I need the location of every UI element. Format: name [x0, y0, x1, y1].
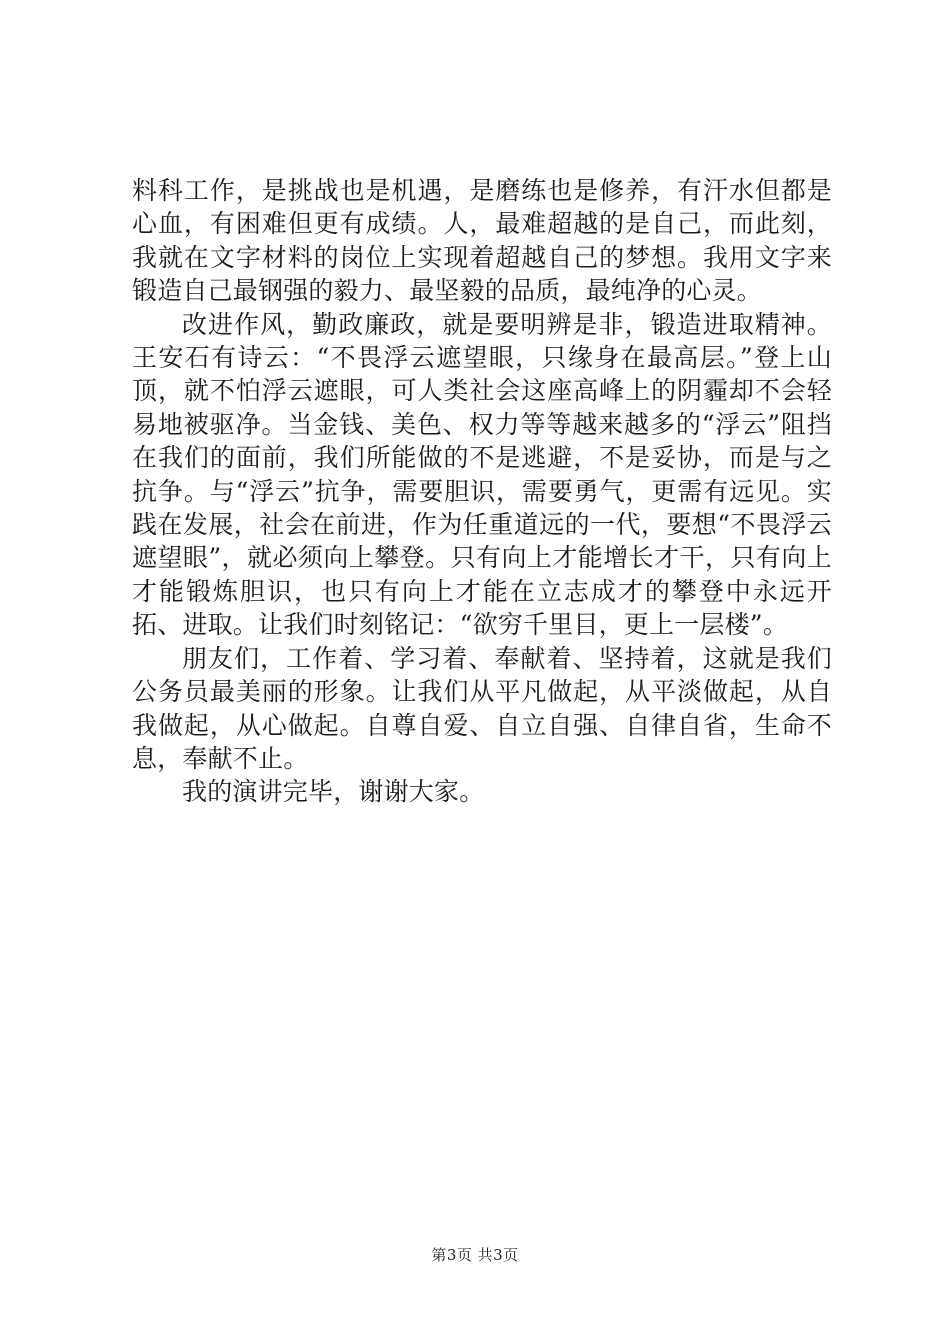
paragraph-friends: 朋友们，工作着、学习着、奉献着、坚持着，这就是我们公务员最美丽的形象。让我们从平凡做起，从平淡做起，从自我做起，从心做起。自尊自爱、自立自强、自律自省，生命不息，奉献不止。: [132, 643, 832, 773]
paragraph-improve-style: 改进作风，勤政廉政，就是要明辨是非，锻造进取精神。王安石有诗云：“不畏浮云遮望眼，只缘身在最高层。”登上山顶，就不怕浮云遮眼，可人类社会这座高峰上的阴霾却不会轻易地被驱净。当金钱、美色、权力等等越来越多的“浮云”阻挡在我们的面前，我们所能做的不是逃避，不是妥协，而是与之抗争。与“浮云”抗争，需要胆识，需要勇气，更需有远见。实践在发展，社会在前进，作为任重道远的一代，要想“不畏浮云遮望眼”，就必须向上攀登。只有向上才能增长才干，只有向上才能锻炼胆识，也只有向上才能在立志成才的攀登中永远开拓、进取。让我们时刻铭记：“欲穷千里目，更上一层楼”。: [132, 309, 832, 640]
page-number-footer: 第3页 共3页: [431, 1246, 519, 1264]
document-body: [132, 174, 832, 809]
paragraph-continuation: 料科工作，是挑战也是机遇，是磨练也是修养，有汗水但都是心血，有困难但更有成绩。人，最难超越的是自己，而此刻，我就在文字材料的岗位上实现着超越自己的梦想。我用文字来锻造自己最钢强的毅力、最坚毅的品质，最纯净的心灵。: [132, 176, 832, 306]
paragraph-closing: 我的演讲完毕，谢谢大家。: [182, 777, 485, 807]
